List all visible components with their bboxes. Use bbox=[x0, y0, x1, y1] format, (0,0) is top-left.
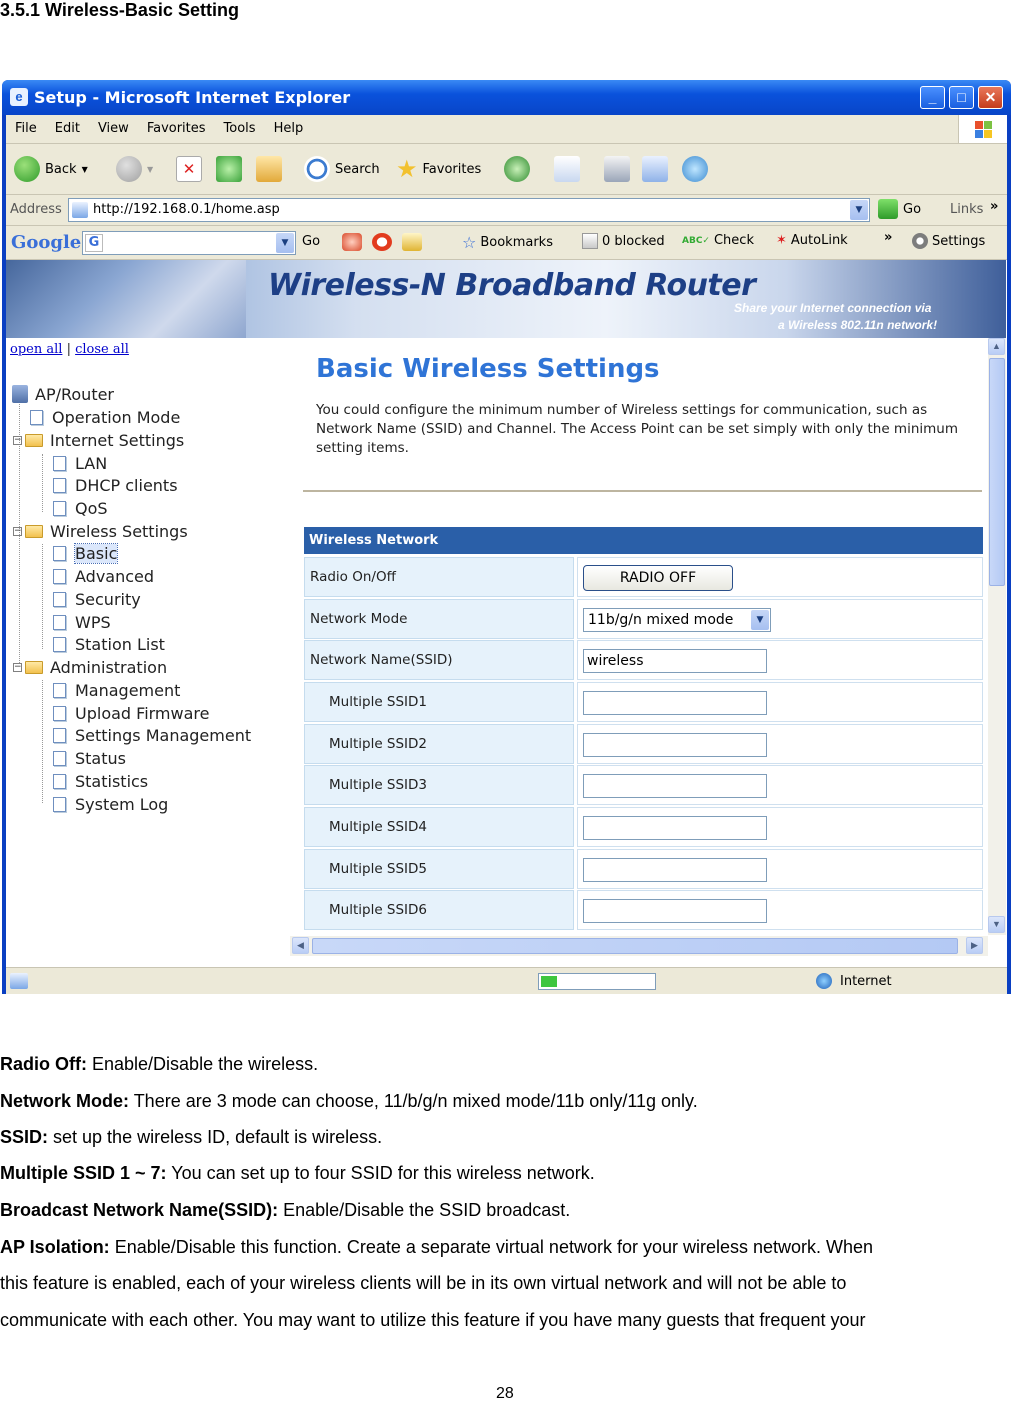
ap-isolation-paragraph: AP Isolation: Enable/Disable this function. Create a separate virtual network for your wireless network. When bbox=[0, 1237, 874, 1257]
mssid5-input[interactable] bbox=[583, 858, 767, 882]
tree-item-settings-management[interactable]: Settings Management bbox=[53, 724, 251, 746]
tree-item-lan[interactable]: LAN bbox=[53, 452, 107, 474]
divider bbox=[303, 490, 982, 493]
menu-file[interactable]: File bbox=[15, 121, 37, 136]
vertical-scrollbar[interactable] bbox=[988, 338, 1006, 935]
page-icon bbox=[30, 410, 43, 425]
menu-help[interactable]: Help bbox=[273, 121, 304, 136]
network-mode-cell bbox=[577, 599, 983, 639]
scroll-thumb-horizontal[interactable] bbox=[312, 938, 958, 954]
page-content bbox=[6, 260, 1007, 967]
ssid-cell bbox=[577, 640, 983, 680]
tree-root[interactable]: AP/Router bbox=[12, 383, 114, 405]
page-icon bbox=[53, 456, 66, 471]
scroll-up-icon[interactable]: ▲ bbox=[988, 338, 1005, 355]
tree-item-wireless-settings[interactable]: − Wireless Settings bbox=[14, 521, 188, 541]
horizontal-scrollbar[interactable] bbox=[290, 936, 988, 956]
mssid3-row bbox=[304, 765, 983, 805]
messenger-icon[interactable] bbox=[682, 156, 708, 182]
google-toolbar bbox=[6, 226, 1007, 260]
network-mode-value: 11b/g/n mixed mode bbox=[588, 612, 734, 628]
links-button[interactable]: Links bbox=[950, 202, 984, 217]
star-icon: ☆ bbox=[462, 233, 477, 252]
mssid5-row bbox=[304, 849, 983, 889]
folder-icon bbox=[25, 661, 43, 674]
radio-label: Radio On/Off bbox=[304, 557, 574, 597]
radio-off-paragraph: Radio Off: Enable/Disable the wireless. bbox=[0, 1054, 319, 1074]
spell-icon[interactable] bbox=[372, 233, 392, 251]
chevron-down-icon[interactable]: ▼ bbox=[850, 200, 868, 220]
mssid5-cell bbox=[577, 849, 983, 889]
browser-client bbox=[6, 115, 1007, 994]
mssid6-row bbox=[304, 890, 983, 930]
page-icon bbox=[53, 478, 66, 493]
mail-icon[interactable] bbox=[554, 156, 580, 182]
page-icon bbox=[53, 774, 66, 789]
menu-favorites[interactable]: Favorites bbox=[146, 121, 206, 136]
page-icon bbox=[53, 569, 66, 584]
search-button[interactable]: Search bbox=[304, 154, 380, 184]
mssid1-cell bbox=[577, 682, 983, 722]
close-button[interactable]: ✕ bbox=[978, 86, 1003, 109]
mssid3-label: Multiple SSID3 bbox=[304, 765, 574, 805]
mssid4-cell bbox=[577, 807, 983, 847]
ssid-paragraph: SSID: set up the wireless ID, default is wireless. bbox=[0, 1127, 383, 1147]
tree-item-security[interactable]: Security bbox=[53, 588, 141, 610]
forward-arrow-icon bbox=[116, 156, 142, 182]
favorites-button[interactable]: ★ Favorites bbox=[396, 155, 482, 183]
navigation-tree bbox=[6, 338, 302, 967]
link-separator: | bbox=[66, 342, 71, 357]
page-icon bbox=[53, 751, 66, 766]
autolink-icon: ✶ bbox=[776, 233, 787, 248]
mssid6-input[interactable] bbox=[583, 899, 767, 923]
banner-image bbox=[6, 260, 246, 338]
page-icon bbox=[53, 546, 66, 561]
google-logo: Google bbox=[11, 232, 82, 253]
network-mode-paragraph: Network Mode: There are 3 mode can choose, 11/b/g/n mixed mode/11b only/11g only. bbox=[0, 1091, 698, 1111]
popup-blocker-icon bbox=[582, 233, 598, 249]
folder-open-icon bbox=[25, 525, 43, 538]
address-bar bbox=[6, 195, 1007, 226]
address-url: http://192.168.0.1/home.asp bbox=[93, 202, 280, 217]
print-icon[interactable] bbox=[604, 156, 630, 182]
menu-tools[interactable]: Tools bbox=[223, 121, 256, 136]
page-icon bbox=[53, 728, 66, 743]
folder-icon bbox=[25, 434, 43, 447]
gear-icon bbox=[912, 233, 928, 249]
autolink-button[interactable]: ✶ AutoLink bbox=[776, 233, 848, 248]
tree-item-basic[interactable]: Basic bbox=[53, 542, 117, 564]
spell-check-button[interactable]: ABC✓ Check bbox=[682, 233, 754, 248]
mssid4-row bbox=[304, 807, 983, 847]
page-title: Basic Wireless Settings bbox=[316, 354, 660, 384]
options-icon[interactable] bbox=[402, 233, 422, 251]
page-icon bbox=[53, 615, 66, 630]
radio-cell bbox=[577, 557, 983, 597]
mssid1-label: Multiple SSID1 bbox=[304, 682, 574, 722]
history-icon[interactable] bbox=[504, 156, 530, 182]
edit-icon[interactable] bbox=[642, 156, 668, 182]
google-search-input[interactable] bbox=[82, 231, 296, 255]
back-button[interactable]: Back ▼ bbox=[14, 154, 88, 184]
tree-item-management[interactable]: Management bbox=[53, 679, 180, 701]
page-number: 28 bbox=[496, 1385, 514, 1402]
settings-button[interactable]: Settings bbox=[912, 233, 985, 249]
close-all-link[interactable]: close all bbox=[75, 342, 129, 357]
radio-row bbox=[304, 557, 983, 597]
status-bar bbox=[6, 967, 1007, 994]
address-label: Address bbox=[10, 202, 62, 217]
tree-item-statistics[interactable]: Statistics bbox=[53, 770, 148, 792]
section-header: Wireless Network bbox=[304, 527, 983, 554]
page-icon bbox=[53, 706, 66, 721]
multiple-ssid-paragraph: Multiple SSID 1 ~ 7: You can set up to four SSID for this wireless network. bbox=[0, 1163, 595, 1183]
page-description: You could configure the minimum number of Wireless settings for communication, such as Network Name (SSID) and Channel. The Access Point can be set simply with only the minimum setting items. bbox=[316, 402, 958, 456]
star-icon: ★ bbox=[396, 155, 418, 183]
scroll-thumb[interactable] bbox=[989, 358, 1005, 586]
scroll-left-icon[interactable]: ◀ bbox=[292, 937, 309, 954]
tree-links bbox=[10, 342, 129, 357]
ie-icon: e bbox=[10, 88, 28, 106]
chevron-right-icon[interactable]: » bbox=[990, 199, 999, 214]
home-icon[interactable] bbox=[256, 156, 282, 182]
page-icon bbox=[53, 637, 66, 652]
mssid3-input[interactable] bbox=[583, 774, 767, 798]
router-banner bbox=[6, 260, 1006, 338]
collapse-icon[interactable]: − bbox=[14, 434, 22, 445]
tree-item-station-list[interactable]: Station List bbox=[53, 633, 165, 655]
ssid-label: Network Name(SSID) bbox=[304, 640, 574, 680]
security-zone: Internet bbox=[840, 974, 892, 989]
menu-edit[interactable]: Edit bbox=[54, 121, 80, 136]
mssid5-label: Multiple SSID5 bbox=[304, 849, 574, 889]
collapse-icon[interactable]: − bbox=[14, 661, 22, 672]
page-icon bbox=[53, 797, 66, 812]
tree-item-wps[interactable]: WPS bbox=[53, 611, 111, 633]
ssid-input[interactable]: wireless bbox=[583, 649, 767, 673]
tree-item-advanced[interactable]: Advanced bbox=[53, 565, 154, 587]
progress-fill bbox=[541, 976, 557, 987]
page-icon bbox=[53, 592, 66, 607]
page-icon bbox=[53, 683, 66, 698]
search-icon bbox=[304, 156, 330, 182]
minimize-button[interactable]: _ bbox=[920, 86, 945, 109]
stop-icon[interactable]: ✕ bbox=[176, 156, 202, 182]
forward-button[interactable] bbox=[116, 154, 153, 184]
tree-item-administration[interactable]: − Administration bbox=[14, 657, 168, 677]
google-g-icon: G bbox=[85, 234, 103, 252]
windows-flag-icon bbox=[958, 115, 1007, 143]
network-mode-select[interactable] bbox=[583, 608, 771, 632]
abc-check-icon: ABC✓ bbox=[682, 235, 710, 246]
mssid1-input[interactable] bbox=[583, 691, 767, 715]
window-title: Setup - Microsoft Internet Explorer bbox=[34, 88, 351, 107]
tree-item-upload-firmware[interactable]: Upload Firmware bbox=[53, 702, 209, 724]
pagerank-icon[interactable] bbox=[342, 233, 362, 251]
address-field[interactable] bbox=[68, 198, 870, 222]
mssid2-input[interactable] bbox=[583, 733, 767, 757]
network-mode-row bbox=[304, 599, 983, 639]
tree-item-status[interactable]: Status bbox=[53, 747, 126, 769]
popup-blocker-button[interactable]: 0 blocked bbox=[582, 233, 665, 249]
mssid3-cell bbox=[577, 765, 983, 805]
page-status-icon bbox=[10, 973, 28, 989]
router-icon bbox=[12, 385, 28, 403]
mssid4-label: Multiple SSID4 bbox=[304, 807, 574, 847]
menu-view[interactable]: View bbox=[97, 121, 129, 136]
go-arrow-icon[interactable] bbox=[878, 199, 898, 219]
tree-item-system-log[interactable]: System Log bbox=[53, 793, 168, 815]
scroll-down-icon[interactable]: ▼ bbox=[988, 916, 1005, 933]
chevron-down-icon: ▼ bbox=[147, 164, 154, 174]
tree-item-dhcp-clients[interactable]: DHCP clients bbox=[53, 474, 178, 496]
browser-window bbox=[2, 80, 1011, 994]
go-button[interactable]: Go bbox=[903, 202, 922, 217]
mssid2-row bbox=[304, 724, 983, 764]
maximize-button[interactable]: □ bbox=[949, 86, 974, 109]
page-icon bbox=[53, 501, 66, 516]
page-icon bbox=[72, 202, 88, 218]
ap-isolation-line-2: this feature is enabled, each of your wireless clients will be in its own virtual network and will not be able to bbox=[0, 1273, 847, 1293]
collapse-icon[interactable]: − bbox=[14, 525, 22, 536]
menu-bar bbox=[6, 115, 1007, 144]
mssid4-input[interactable] bbox=[583, 816, 767, 840]
open-all-link[interactable]: open all bbox=[10, 342, 63, 357]
standard-toolbar bbox=[6, 144, 1007, 195]
ssid-row bbox=[304, 640, 983, 680]
mssid6-label: Multiple SSID6 bbox=[304, 890, 574, 930]
mssid1-row bbox=[304, 682, 983, 722]
section-heading: 3.5.1 Wireless-Basic Setting bbox=[0, 0, 239, 20]
mssid2-cell bbox=[577, 724, 983, 764]
globe-icon bbox=[816, 973, 832, 989]
bookmarks-button[interactable]: ☆ Bookmarks bbox=[462, 233, 553, 252]
back-arrow-icon bbox=[14, 156, 40, 182]
banner-tagline: Share your Internet connection via bbox=[734, 301, 932, 315]
tree-item-qos[interactable]: QoS bbox=[53, 497, 108, 519]
chevron-right-icon[interactable]: » bbox=[884, 230, 893, 245]
mssid6-cell bbox=[577, 890, 983, 930]
ap-isolation-line-3: communicate with each other. You may want to utilize this feature if you have many guests that frequent your bbox=[0, 1310, 866, 1330]
network-mode-label: Network Mode bbox=[304, 599, 574, 639]
chevron-down-icon: ▼ bbox=[81, 164, 88, 174]
chevron-down-icon[interactable]: ▼ bbox=[751, 610, 769, 630]
tree-item-internet-settings[interactable]: − Internet Settings bbox=[14, 430, 185, 450]
chevron-down-icon[interactable]: ▼ bbox=[276, 233, 294, 253]
banner-title: Wireless-N Broadband Router bbox=[268, 268, 756, 303]
google-go-button[interactable]: Go bbox=[302, 234, 321, 249]
radio-off-button[interactable]: RADIO OFF bbox=[583, 565, 733, 591]
tree-item-operation-mode[interactable]: Operation Mode bbox=[30, 406, 180, 428]
refresh-icon[interactable] bbox=[216, 156, 242, 182]
broadcast-paragraph: Broadcast Network Name(SSID): Enable/Disable the SSID broadcast. bbox=[0, 1200, 571, 1220]
scroll-right-icon[interactable]: ▶ bbox=[966, 937, 983, 954]
banner-tagline-2: a Wireless 802.11n network! bbox=[778, 318, 938, 332]
title-bar[interactable] bbox=[2, 80, 1011, 115]
progress-bar bbox=[538, 973, 656, 990]
mssid2-label: Multiple SSID2 bbox=[304, 724, 574, 764]
